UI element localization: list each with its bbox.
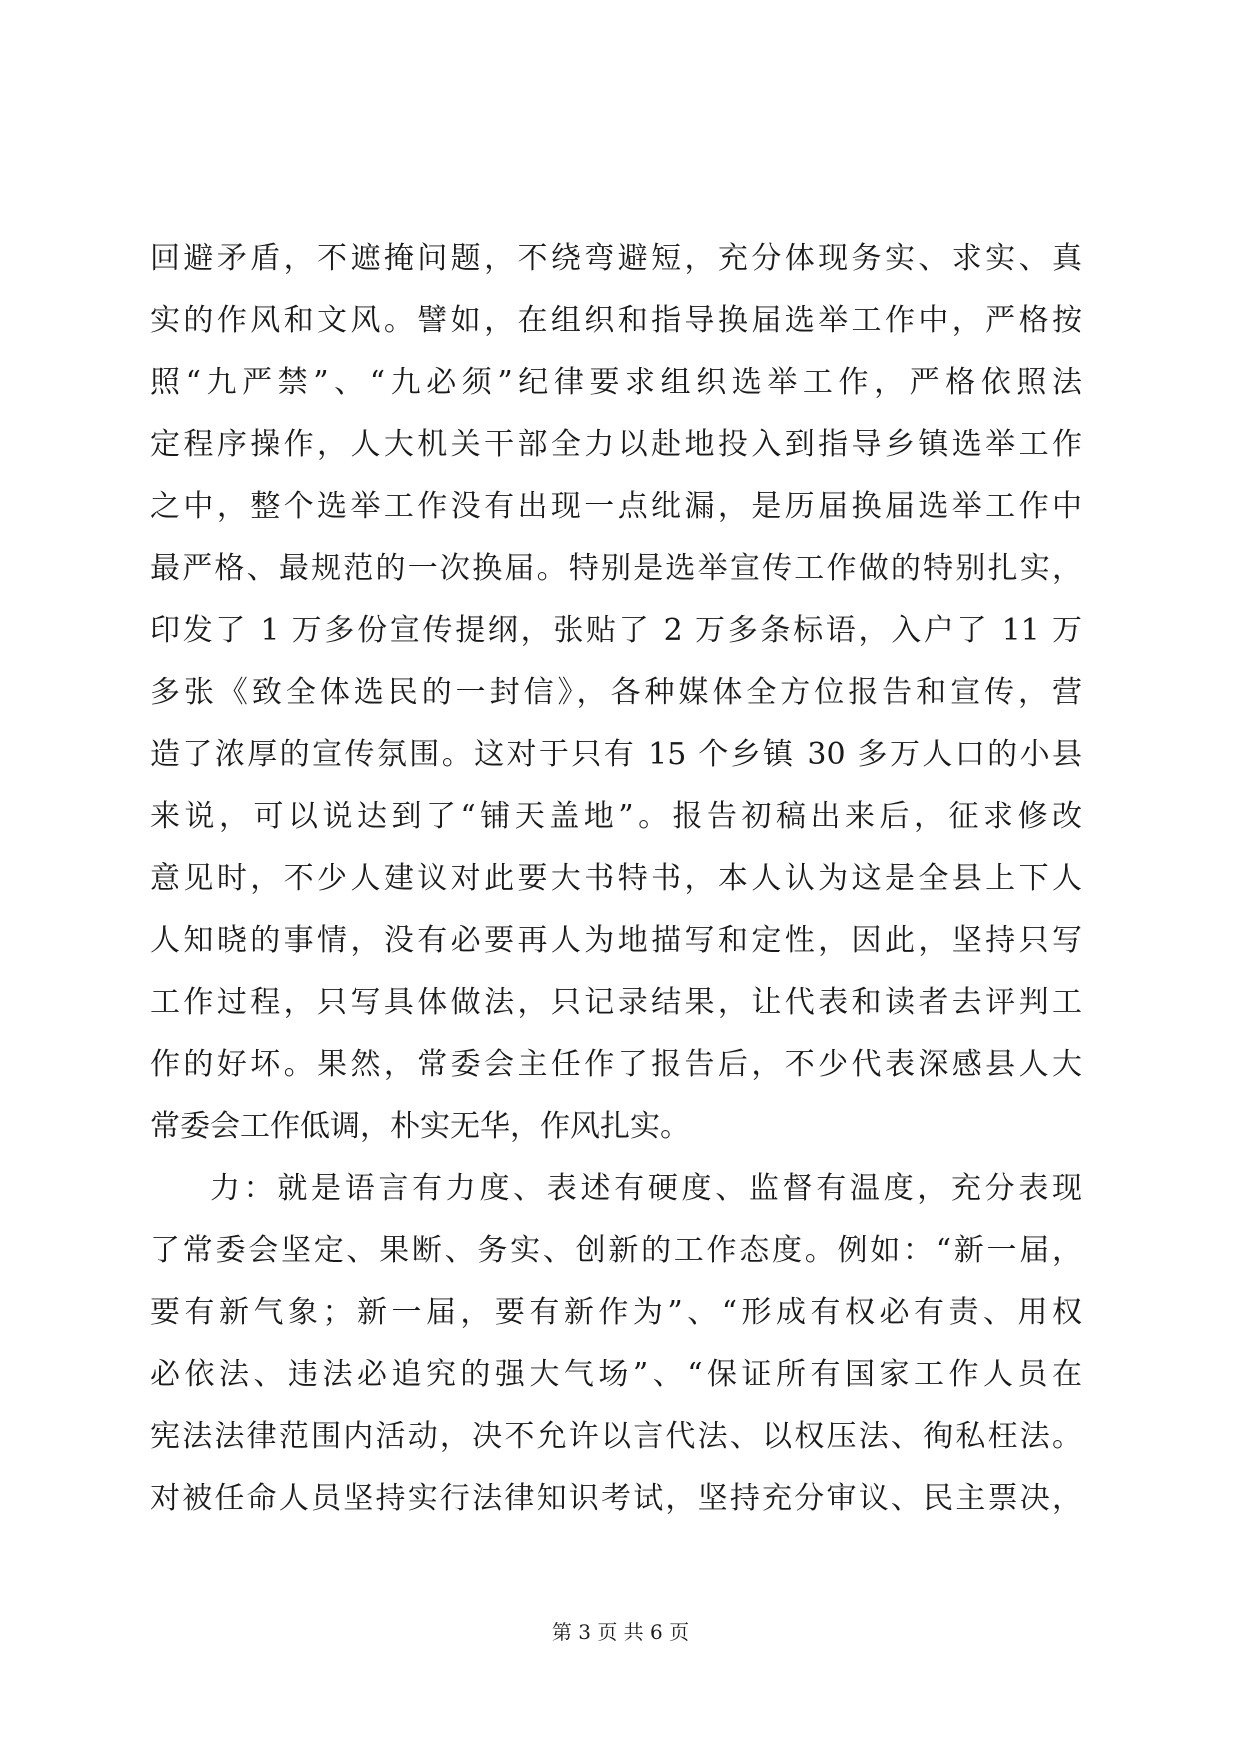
text-line: 印发了 1 万多份宣传提纲，张贴了 2 万多条标语，入户了 11 万 [150, 613, 1082, 648]
text-line: 回避矛盾，不遮掩问题，不绕弯避短，充分体现务实、求实、真 [150, 241, 1082, 276]
text-line: 最严格、最规范的一次换届。特别是选举宣传工作做的特别扎实， [150, 551, 1082, 586]
text-line: 之中，整个选举工作没有出现一点纰漏，是历届换届选举工作中 [150, 489, 1082, 524]
text-line: 意见时，不少人建议对此要大书特书，本人认为这是全县上下人 [150, 861, 1082, 896]
text-line: 实的作风和文风。譬如，在组织和指导换届选举工作中，严格按 [150, 303, 1082, 338]
text-line: 照“九严禁”、“九必须”纪律要求组织选举工作，严格依照法 [150, 365, 1082, 400]
text-line: 宪法法律范围内活动，决不允许以言代法、以权压法、徇私枉法。 [150, 1419, 1082, 1454]
paragraph-2 [150, 1158, 1082, 1530]
text-line: 常委会工作低调，朴实无华，作风扎实。 [150, 1109, 690, 1144]
text-line: 要有新气象；新一届，要有新作为”、“形成有权必有责、用权 [150, 1295, 1082, 1330]
text-line: 定程序操作，人大机关干部全力以赴地投入到指导乡镇选举工作 [150, 427, 1082, 462]
text-line: 对被任命人员坚持实行法律知识考试，坚持充分审议、民主票决， [150, 1481, 1082, 1516]
page-number-footer: 第 3 页 共 6 页 [551, 1620, 690, 1644]
text-line: 多张《致全体选民的一封信》，各种媒体全方位报告和宣传，营 [150, 675, 1082, 710]
text-line: 了常委会坚定、果断、务实、创新的工作态度。例如：“新一届， [150, 1233, 1082, 1268]
text-line: 作的好坏。果然，常委会主任作了报告后，不少代表深感县人大 [150, 1047, 1082, 1082]
text-line: 工作过程，只写具体做法，只记录结果，让代表和读者去评判工 [150, 985, 1082, 1020]
text-line: 来说，可以说达到了“铺天盖地”。报告初稿出来后，征求修改 [150, 799, 1082, 834]
document-body [150, 228, 1082, 1530]
text-line: 人知晓的事情，没有必要再人为地描写和定性，因此，坚持只写 [150, 923, 1082, 958]
paragraph-1 [150, 228, 1082, 1158]
text-line: 造了浓厚的宣传氛围。这对于只有 15 个乡镇 30 多万人口的小县 [150, 737, 1082, 772]
text-line: 必依法、违法必追究的强大气场”、“保证所有国家工作人员在 [150, 1357, 1082, 1392]
text-line: 力：就是语言有力度、表述有硬度、监督有温度，充分表现 [210, 1171, 1082, 1206]
